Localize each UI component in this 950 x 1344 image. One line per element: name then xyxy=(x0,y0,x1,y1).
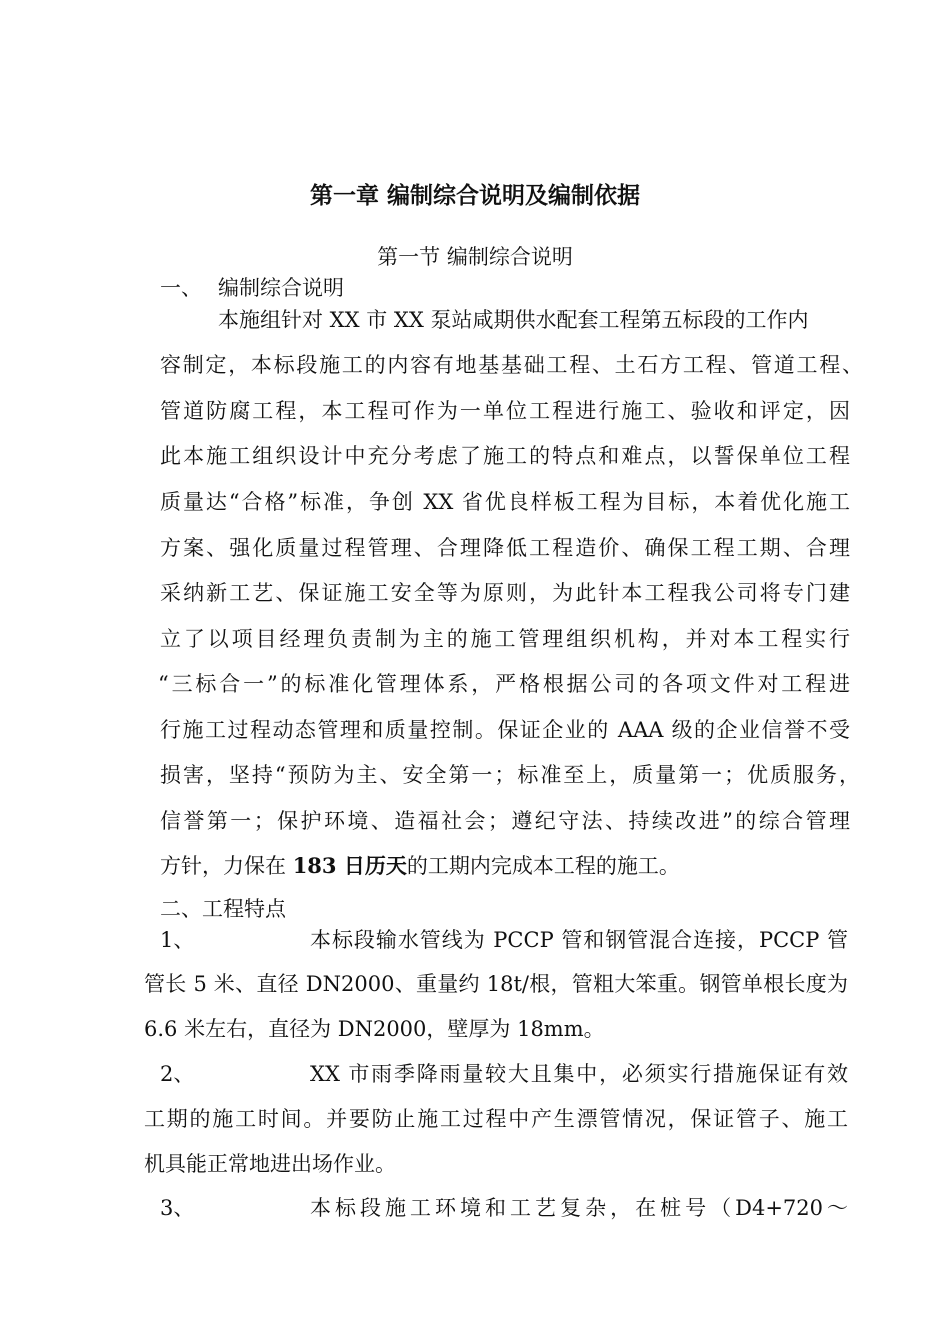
paragraph-text: 的工期内完成本工程的施工。 xyxy=(406,854,680,878)
paragraph-line: 此本施工组织设计中充分考虑了施工的特点和难点，以誓保单位工程 xyxy=(160,444,850,468)
chapter-title: 第一章 编制综合说明及编制依据 xyxy=(309,182,640,209)
duration-highlight: 183 日历天 xyxy=(292,853,407,878)
paragraph-line: 行施工过程动态管理和质量控制。保证企业的 AAA 级的企业信誉不受 xyxy=(160,718,850,742)
paragraph-line: 管道防腐工程，本工程可作为一单位工程进行施工、验收和评定，因 xyxy=(160,399,850,423)
list-item-number: 1、 xyxy=(160,928,195,952)
paragraph-line: 立了以项目经理负责制为主的施工管理组织机构，并对本工程实行 xyxy=(160,627,850,651)
heading-2: 二、工程特点 xyxy=(160,897,286,921)
list-item-first-line: 本标段输水管线为 PCCP 管和钢管混合连接，PCCP 管 xyxy=(310,928,848,952)
list-item-first-line: XX 市雨季降雨量较大且集中，必须实行措施保证有效 xyxy=(310,1062,848,1086)
list-item-number: 2、 xyxy=(160,1062,195,1086)
paragraph-line: 损害，坚持“预防为主、安全第一；标准至上，质量第一；优质服务， xyxy=(160,763,860,787)
paragraph-line: 信誉第一；保护环境、造福社会；遵纪守法、持续改进”的综合管理 xyxy=(160,809,850,833)
list-item-line: 工期的施工时间。并要防止施工过程中产生漂管情况，保证管子、施工 xyxy=(144,1107,848,1131)
list-item-number: 3、 xyxy=(160,1196,195,1220)
section-title: 第一节 编制综合说明 xyxy=(377,245,573,269)
list-item-line: 管长 5 米、直径 DN2000、重量约 18t/根，管粗大笨重。钢管单根长度为 xyxy=(144,972,848,996)
list-item-first-line: 本标段施工环境和工艺复杂，在桩号（D4+720～ xyxy=(310,1196,848,1220)
paragraph-line: 本施组针对 XX 市 XX 泵站咸期供水配套工程第五标段的工作内 xyxy=(218,308,809,332)
heading-number-1: 一、 xyxy=(160,276,202,300)
paragraph-line: “三标合一”的标准化管理体系，严格根据公司的各项文件对工程进 xyxy=(158,672,850,696)
paragraph-line: 质量达“合格”标准，争创 XX 省优良样板工程为目标，本着优化施工 xyxy=(160,490,850,514)
paragraph-text: 方针，力保在 xyxy=(160,854,293,878)
list-item-line: 机具能正常地进出场作业。 xyxy=(144,1152,396,1176)
paragraph-line: 方案、强化质量过程管理、合理降低工程造价、确保工程工期、合理 xyxy=(160,536,850,560)
list-item-line: 6.6 米左右，直径为 DN2000，壁厚为 18mm。 xyxy=(144,1017,605,1041)
paragraph-line: 容制定，本标段施工的内容有地基基础工程、土石方工程、管道工程、 xyxy=(160,353,863,377)
paragraph-last-line xyxy=(160,852,680,880)
heading-text-1: 编制综合说明 xyxy=(218,276,344,300)
paragraph-line: 采纳新工艺、保证施工安全等为原则，为此针本工程我公司将专门建 xyxy=(160,581,850,605)
